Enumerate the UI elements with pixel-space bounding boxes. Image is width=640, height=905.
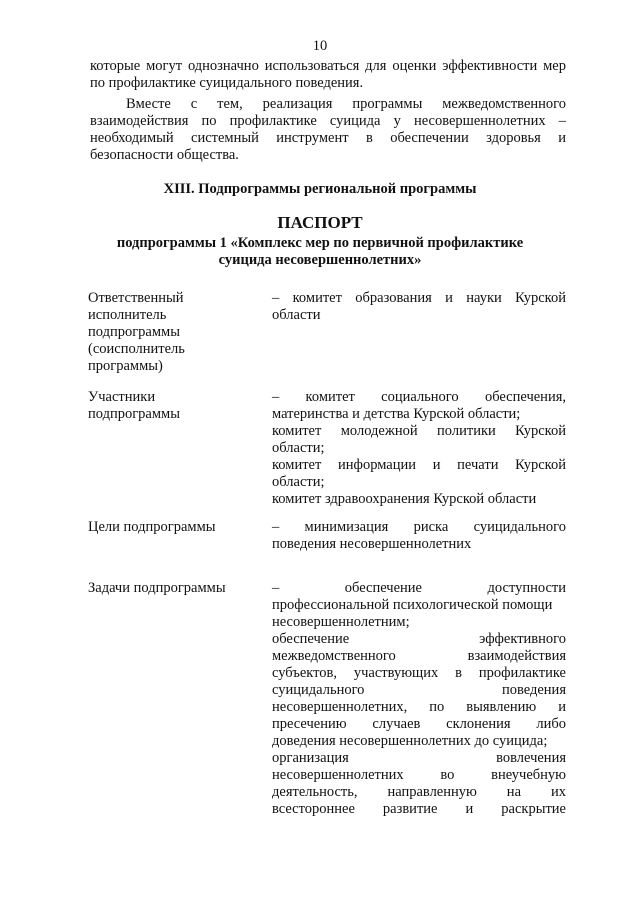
- value-line: межведомственного взаимодействия: [272, 648, 566, 664]
- intro-line: необходимый системный инструмент в обеспечении здоровья и: [90, 130, 566, 146]
- page-number: 10: [312, 38, 328, 54]
- value-line: несовершеннолетним;: [272, 614, 410, 630]
- label-line: исполнитель: [88, 307, 167, 323]
- value-line: комитет информации и печати Курской: [272, 457, 566, 473]
- value-line: всестороннее развитие и раскрытие: [272, 801, 566, 817]
- value-line: комитет молодежной политики Курской: [272, 423, 566, 439]
- section-title: XIII. Подпрограммы региональной программы: [163, 181, 477, 197]
- value-line: области;: [272, 474, 325, 490]
- label-line: Цели подпрограммы: [88, 519, 216, 535]
- value-line: – комитет образования и науки Курской: [272, 290, 566, 306]
- intro-line: по профилактике суицидального поведения.: [90, 75, 364, 91]
- value-line: доведения несовершеннолетних до суицида;: [272, 733, 548, 749]
- passport-subtitle: подпрограммы 1 «Комплекс мер по первичной профилактике: [116, 235, 524, 251]
- row-label-participants: [88, 389, 248, 423]
- label-line: подпрограммы: [88, 324, 180, 340]
- value-line: области;: [272, 440, 325, 456]
- label-line: программы): [88, 358, 163, 374]
- value-line: субъектов, участвующих в профилактике: [272, 665, 566, 681]
- value-line: – минимизация риска суицидального: [272, 519, 566, 535]
- row-label-responsible: [88, 290, 248, 375]
- value-line: профессиональной психологической помощи: [272, 597, 553, 613]
- label-line: Участники: [88, 389, 156, 405]
- value-line: комитет здравоохранения Курской области: [272, 491, 537, 507]
- value-line: деятельность, направленную на их: [272, 784, 566, 800]
- value-line: несовершеннолетних во внеучебную: [272, 767, 566, 783]
- label-line: подпрограммы: [88, 406, 180, 422]
- value-line: материнства и детства Курской области;: [272, 406, 521, 422]
- value-line: несовершеннолетних, по выявлению и: [272, 699, 566, 715]
- intro-line: которые могут однозначно использоваться для оценки эффективности мер: [90, 58, 566, 74]
- value-line: пресечению случаев склонения либо: [272, 716, 566, 732]
- value-line: организация вовлечения: [272, 750, 566, 766]
- intro-line: взаимодействия по профилактике суицида у несовершеннолетних –: [90, 113, 566, 129]
- value-line: суицидального поведения: [272, 682, 566, 698]
- row-label-goals: [88, 519, 248, 536]
- row-label-tasks: [88, 580, 248, 597]
- value-line: – обеспечение доступности: [272, 580, 566, 596]
- intro-line: безопасности общества.: [90, 147, 239, 163]
- value-line: области: [272, 307, 321, 323]
- value-line: – комитет социального обеспечения,: [272, 389, 566, 405]
- label-line: (соисполнитель: [88, 341, 185, 357]
- passport-title: ПАСПОРТ: [277, 213, 363, 232]
- value-line: обеспечение эффективного: [272, 631, 566, 647]
- intro-line: Вместе с тем, реализация программы межведомственного: [126, 96, 566, 112]
- passport-subtitle: суицида несовершеннолетних»: [218, 252, 422, 268]
- value-line: поведения несовершеннолетних: [272, 536, 472, 552]
- label-line: Ответственный: [88, 290, 184, 306]
- label-line: Задачи подпрограммы: [88, 580, 226, 596]
